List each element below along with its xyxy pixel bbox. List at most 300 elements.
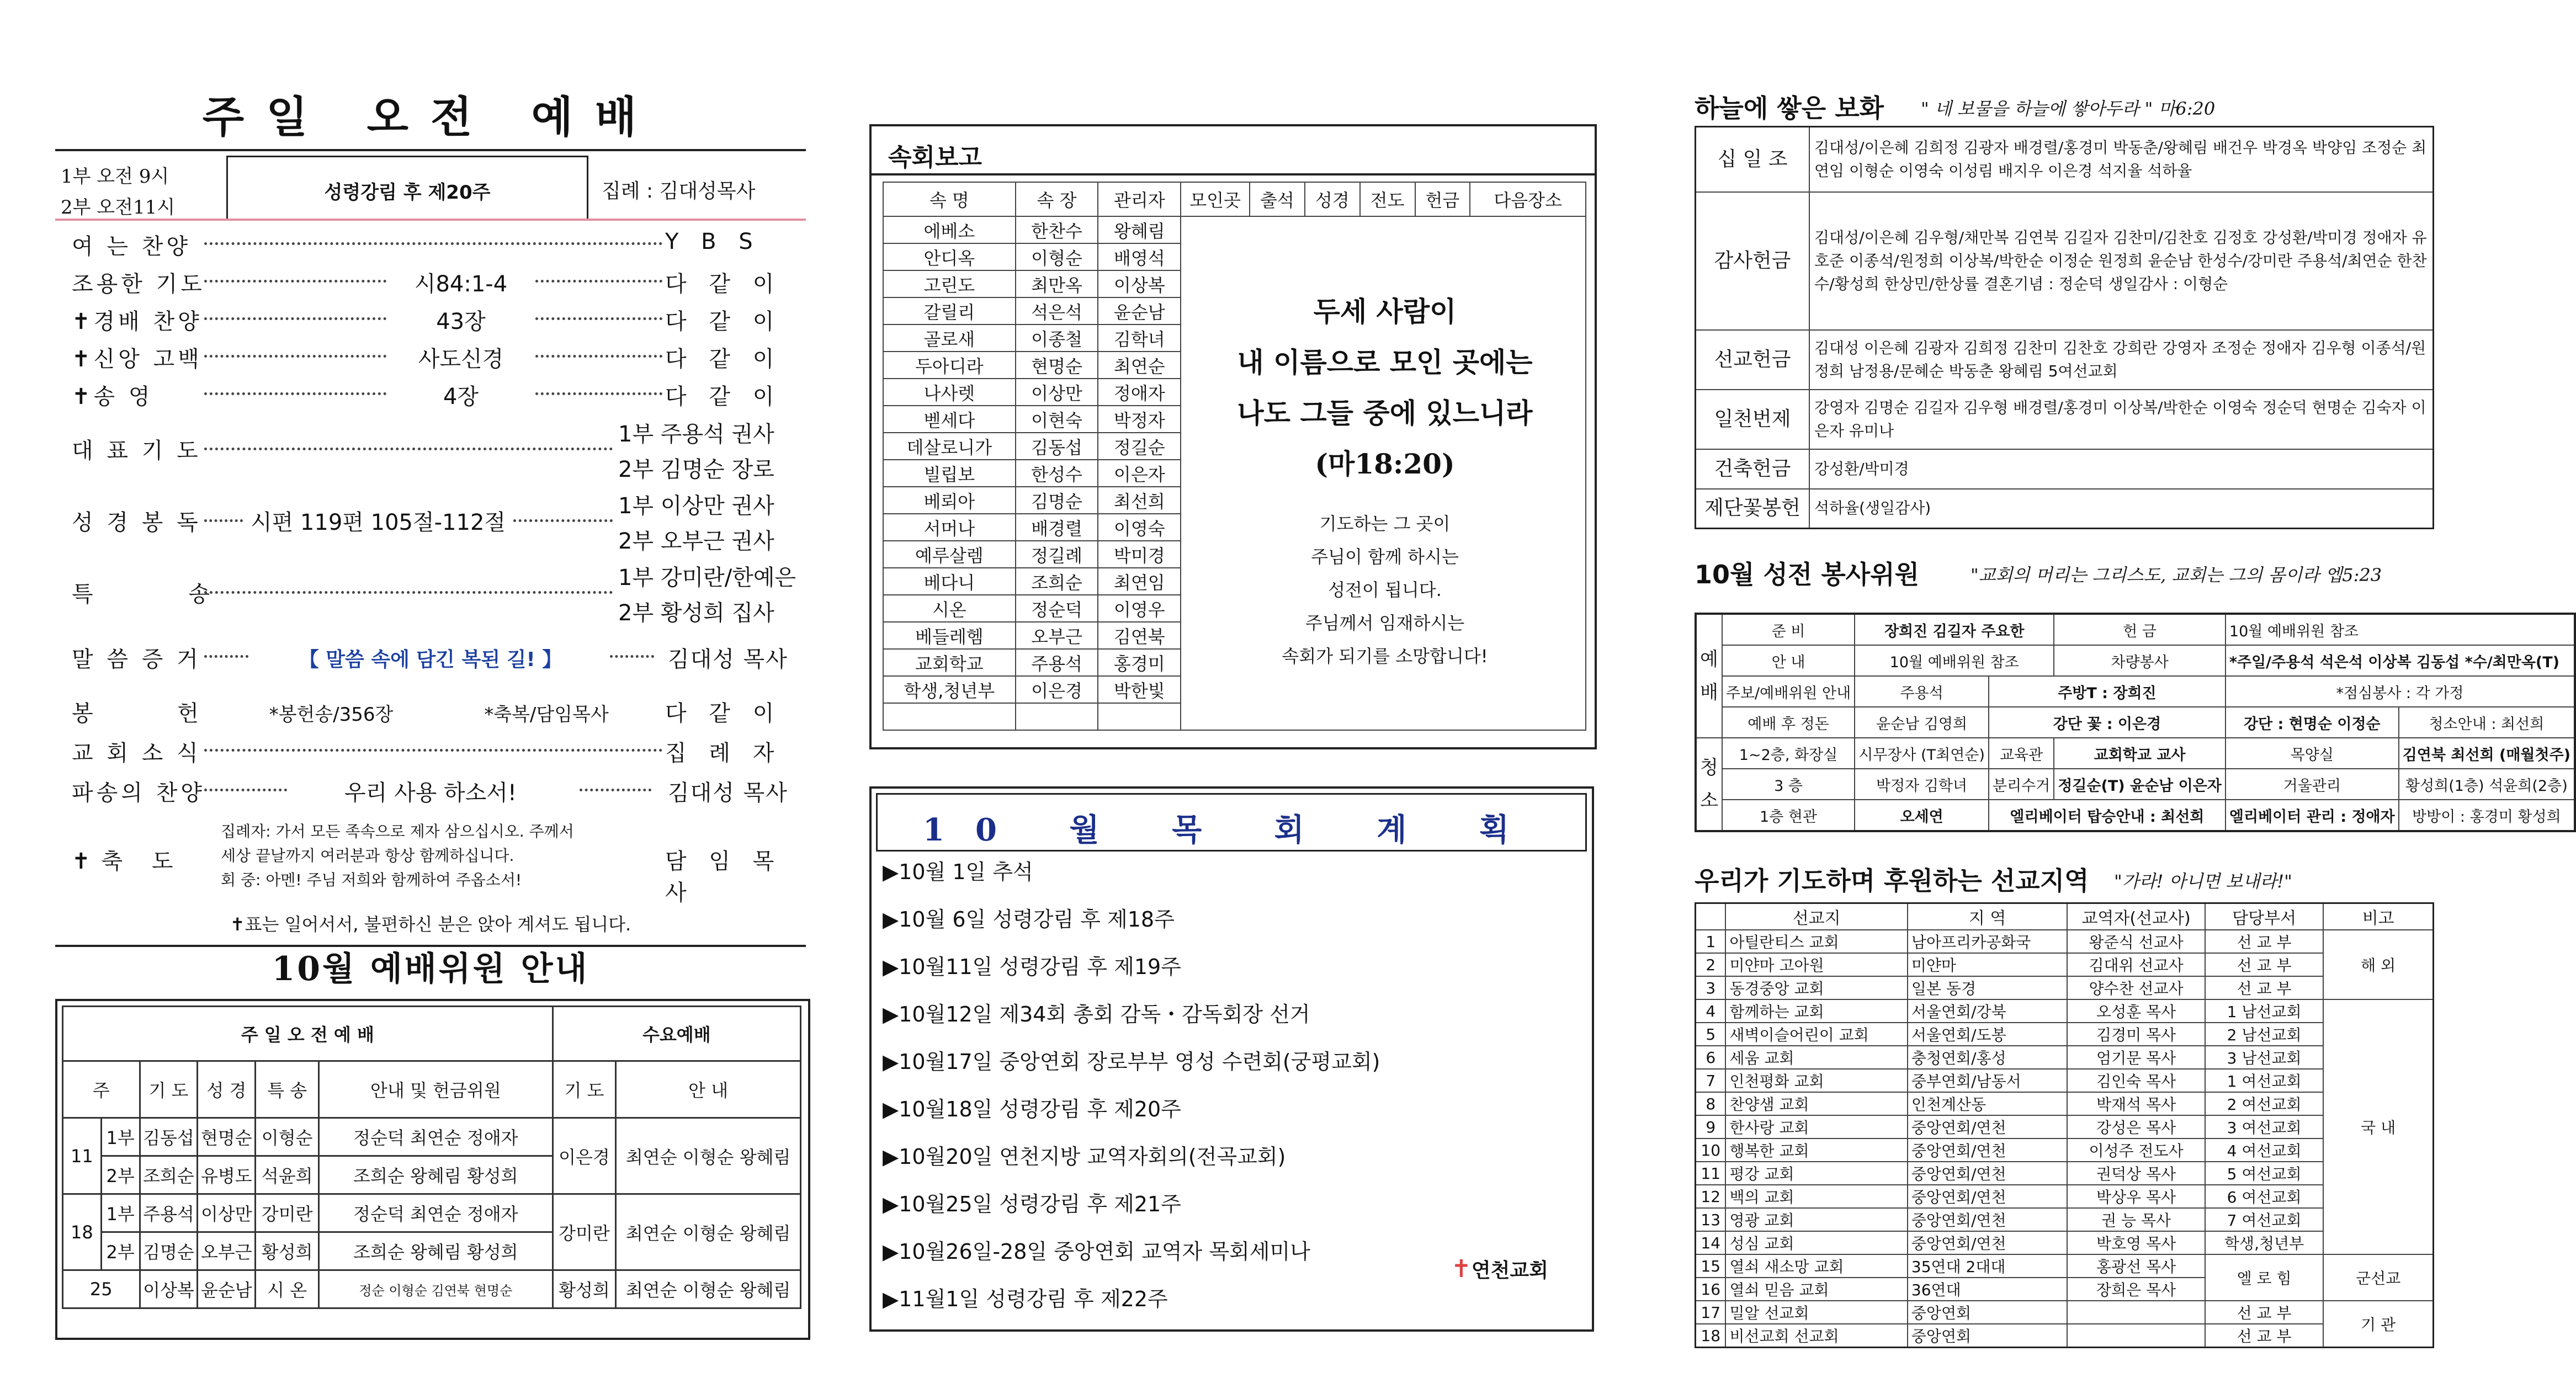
offering-head: 십 일 조 — [1696, 127, 1810, 192]
table-cell: 서울연회/도봉 — [1908, 1023, 2067, 1046]
dot-leader — [204, 655, 248, 658]
sunday-header: 주 일 오 전 예 배 — [63, 1007, 553, 1061]
vol-cell: 10월 예배위원 참조 — [1855, 645, 2054, 676]
table-row — [1696, 1069, 2434, 1092]
table-cell: 3 남선교회 — [2205, 1046, 2324, 1069]
table-cell: 15 — [1696, 1254, 1726, 1278]
table-cell: 주용석 — [140, 1194, 198, 1232]
table-cell: 최선희 — [1098, 487, 1181, 514]
order-label: 성 경 봉 독 — [72, 510, 201, 535]
table-cell: 평강 교회 — [1725, 1162, 1907, 1185]
plan-item: ▶10월26일-28일 중앙연회 교역자 목회세미나 — [883, 1239, 1310, 1264]
church-name: 연천교회 — [1471, 1259, 1548, 1282]
table-cell: 오성훈 목사 — [2067, 999, 2205, 1023]
table-cell: 윤순남 — [1098, 297, 1181, 324]
table-cell: 교회학교 — [883, 649, 1016, 676]
table-cell: 비선교회 선교회 — [1725, 1324, 1907, 1348]
reader-second: 2부 오부근 권사 — [618, 529, 774, 554]
vol-cell: 시무장사 (T최연순) — [1855, 738, 1989, 769]
offering-names: 강영자 김명순 김길자 김우형 배경렬/홍경미 이상복/박한순 이영숙 정순덕 현명순 김숙자 이은자 유미나 — [1809, 390, 2434, 449]
table-cell: 이형순 — [1016, 243, 1098, 270]
vol-cell: 엘리베이터 탑승안내 : 최선희 — [1989, 800, 2226, 831]
dot-leader — [204, 519, 243, 522]
table-cell: 김대위 선교사 — [2067, 953, 2205, 976]
vol-cell: *점심봉사 : 각 가정 — [2226, 676, 2575, 707]
table-cell: 중앙연회/연천 — [1908, 1208, 2067, 1231]
scripture-passage: 시편 119편 105절-112절 — [250, 510, 506, 535]
worship-title: 주일 오전 예배 — [202, 92, 659, 142]
dot-leader — [204, 789, 287, 791]
order-label: 대 표 기 도 — [72, 438, 201, 464]
col-header: 출석 — [1250, 182, 1305, 216]
table-cell: 이상만 — [198, 1194, 256, 1232]
plan-item: ▶10월25일 성령강림 후 제21주 — [883, 1192, 1181, 1216]
treasure-title: 하늘에 쌓은 보화 — [1695, 93, 1884, 123]
table-cell: 조희순 — [140, 1156, 198, 1194]
side-label: 청 소 — [1696, 738, 1722, 831]
order-mid: 시84:1-4 — [414, 272, 508, 297]
table-cell: 5 여선교회 — [2205, 1162, 2324, 1185]
table-cell: 4 여선교회 — [2205, 1138, 2324, 1162]
offering-names: 김대성/이은혜 김우형/채만복 김연북 김길자 김찬미/김찬호 김정호 강성환/박미경 정애자 유호준 이종석/원정희 이상복/박한순 이정순 원정희 윤순남 한성수/강미란 주용석/최연순 한찬수/황성희 한상민/한상률 결혼기념 : 정순덕 생일감사 : 이형순 — [1809, 192, 2434, 330]
table-cell: 왕준식 선교사 — [2067, 930, 2205, 953]
plan-item: ▶10월20일 연천지방 교역자회의(전곡교회) — [883, 1145, 1286, 1169]
col-header: 선교지 — [1725, 903, 1907, 930]
table-cell: 베다니 — [883, 568, 1016, 595]
vol-cell: 방방이 : 홍경미 황성희 — [2399, 800, 2575, 831]
vol-cell: 안 내 — [1722, 645, 1855, 676]
divider — [55, 219, 806, 221]
table-cell: 오부근 — [1016, 622, 1098, 649]
prayer-first: 1부 주용석 권사 — [618, 422, 774, 447]
vol-cell: 1~2층, 화장실 — [1722, 738, 1855, 769]
table-cell: 영광 교회 — [1725, 1208, 1907, 1231]
dot-leader — [535, 392, 662, 395]
table-cell: 김인숙 목사 — [2067, 1069, 2205, 1092]
order-row — [72, 229, 806, 262]
table-cell: 36연대 — [1908, 1278, 2067, 1301]
order-row-news — [72, 736, 806, 769]
vol-cell: 거울관리 — [2226, 769, 2399, 800]
table-cell — [1016, 703, 1098, 730]
offering-head: 선교헌금 — [1696, 330, 1810, 390]
table-cell — [2067, 1301, 2205, 1324]
table-row — [1696, 1324, 2434, 1348]
order-row-prayer — [72, 417, 806, 488]
prayer-people — [618, 417, 806, 487]
vol-cell: 1층 현관 — [1722, 800, 1855, 831]
table-cell: 홍광선 목사 — [2067, 1254, 2205, 1278]
order-label: 봉 헌 — [72, 701, 237, 726]
table-cell: 인천계산동 — [1908, 1092, 2067, 1115]
table-cell: 밀알 선교회 — [1725, 1301, 1907, 1324]
table-cell: 강미란 — [553, 1194, 616, 1270]
table-cell: 조희순 — [1016, 568, 1098, 595]
table-row — [1696, 976, 2434, 999]
table-cell: 6 여선교회 — [2205, 1185, 2324, 1208]
plan-item: ▶10월 6일 성령강림 후 제18주 — [883, 907, 1175, 932]
verse-reference: (마18:20) — [1315, 448, 1455, 480]
table-cell: 시 온 — [256, 1270, 319, 1308]
table-cell: 정순덕 — [1016, 595, 1098, 622]
table-cell: 2 남선교회 — [2205, 1023, 2324, 1046]
table-cell: 13 — [1696, 1208, 1726, 1231]
table-cell: 기 관 — [2323, 1301, 2433, 1348]
special-singers — [618, 560, 806, 631]
table-cell: 이성주 전도사 — [2067, 1138, 2205, 1162]
table-cell: 선 교 부 — [2205, 930, 2324, 953]
offering-names: 석하율(생일감사) — [1809, 489, 2434, 529]
benediction-line: 회 중: 아멘! 주님 저희와 함께하여 주옵소서! — [221, 871, 522, 889]
order-row — [72, 379, 806, 412]
vol-cell: 엘리베이터 관리 : 정애자 — [2226, 800, 2399, 831]
table-cell: 골로새 — [883, 324, 1016, 352]
week-cell: 11 — [63, 1118, 102, 1194]
cell-report-title: 속회보고 — [888, 143, 982, 172]
table-cell: 김학녀 — [1098, 324, 1181, 352]
pastoral-plan — [869, 786, 1594, 1332]
table-cell: 정길례 — [1016, 541, 1098, 568]
table-cell: 최연순 이형순 왕혜림 — [616, 1118, 801, 1194]
vol-cell: 윤순남 김영희 — [1855, 707, 1989, 738]
table-cell: 이상만 — [1016, 379, 1098, 406]
table-cell: 16 — [1696, 1278, 1726, 1301]
dot-leader — [204, 280, 386, 283]
table-cell: 3 여선교회 — [2205, 1115, 2324, 1138]
table-cell: 홍경미 — [1098, 649, 1181, 676]
table-cell: 베들레헴 — [883, 622, 1016, 649]
sending-hymn: 우리 사용 하소서! — [344, 780, 517, 806]
vol-cell: 3 층 — [1722, 769, 1855, 800]
table-cell: 황성희 — [553, 1270, 616, 1308]
col-header: 안내 및 헌금위원 — [319, 1061, 553, 1118]
table-cell: 국 내 — [2323, 999, 2433, 1254]
table-cell: 이은자 — [1098, 460, 1181, 487]
wednesday-header: 수요예배 — [553, 1007, 800, 1061]
order-row-sermon — [72, 642, 806, 675]
order-label: 파송의 찬양 — [72, 780, 205, 806]
vol-cell: 정길순(T) 윤순남 이은자 — [2054, 769, 2226, 800]
benediction-line: 세상 끝날까지 여러분과 항상 함께하십니다. — [221, 847, 514, 865]
vol-cell: 황성희(1층) 석윤희(2층) — [2399, 769, 2575, 800]
table-cell: 이상복 — [1098, 270, 1181, 297]
dot-leader — [535, 317, 662, 320]
table-cell: 베뢰아 — [883, 487, 1016, 514]
table-cell: 권 능 목사 — [2067, 1208, 2205, 1231]
col-header: 속 장 — [1016, 182, 1098, 216]
table-cell: 충청연회/홍성 — [1908, 1046, 2067, 1069]
table-cell: 일본 동경 — [1908, 976, 2067, 999]
prayer-block — [1197, 507, 1573, 673]
table-cell: 박미경 — [1098, 541, 1181, 568]
table-cell: 배경렬 — [1016, 514, 1098, 541]
time-second: 2부 오전11시 — [61, 196, 176, 219]
dot-leader — [204, 355, 386, 358]
order-mid: 43장 — [436, 309, 486, 334]
missions-table — [1695, 902, 2434, 1348]
table-cell: 18 — [1696, 1324, 1726, 1348]
table-cell: 강성은 목사 — [2067, 1115, 2205, 1138]
vol-cell: 교회학교 교사 — [2054, 738, 2226, 769]
offering-head: 제단꽃봉헌 — [1696, 489, 1810, 529]
order-mid: 4장 — [443, 384, 479, 409]
table-cell: 미얀마 — [1908, 953, 2067, 976]
table-cell: 박정자 — [1098, 406, 1181, 433]
sunday-label: 성령강림 후 제20주 — [324, 182, 491, 204]
table-cell: 김동섭 — [140, 1118, 198, 1156]
table-cell: 갈릴리 — [883, 297, 1016, 324]
dot-leader — [204, 749, 662, 752]
treasure-caption: " 네 보물을 하늘에 쌓아두라 " 마6:20 — [1921, 98, 2216, 119]
table-cell: 정애자 — [1098, 379, 1181, 406]
col-header: 헌금 — [1415, 182, 1470, 216]
table-cell: 양수찬 선교사 — [2067, 976, 2205, 999]
order-label: ✝경배 찬양 — [72, 309, 203, 334]
table-cell: 박재석 목사 — [2067, 1092, 2205, 1115]
verse-line: 내 이름으로 모인 곳에는 — [1237, 346, 1533, 379]
plan-item: ▶10월 1일 추석 — [883, 860, 1033, 884]
col-header: 전도 — [1360, 182, 1415, 216]
table-cell: 3 — [1696, 976, 1726, 999]
verse-line: 두세 사람이 — [1313, 295, 1457, 328]
vol-cell: 주보/예배위원 안내 — [1722, 676, 1855, 707]
volunteers-title: 10월 성전 봉사위원 — [1695, 560, 1920, 589]
singer-first: 1부 강미란/한예은 — [618, 565, 796, 590]
vol-cell: 주방T : 장희진 — [1989, 676, 2226, 707]
offering-hymn: *봉헌송/356장 — [269, 704, 394, 726]
verse-block — [1197, 286, 1573, 490]
table-row — [1696, 1231, 2434, 1254]
table-cell: 아틸란티스 교회 — [1725, 930, 1907, 953]
table-cell: 김명순 — [140, 1232, 198, 1270]
table-row — [1696, 1046, 2434, 1069]
table-cell: 인천평화 교회 — [1725, 1069, 1907, 1092]
dot-leader — [204, 317, 386, 320]
table-cell: 함께하는 교회 — [1725, 999, 1907, 1023]
table-cell: 윤순남 — [198, 1270, 256, 1308]
missions-caption: "가라! 아니면 보내라!" — [2114, 871, 2292, 892]
table-cell: 학생,청년부 — [2205, 1231, 2324, 1254]
order-right: 다 같 이 — [665, 309, 782, 334]
order-label: ✝송 영 — [72, 384, 153, 409]
col-header: 기 도 — [553, 1061, 616, 1118]
dot-leader — [204, 448, 613, 450]
time-first: 1부 오전 9시 — [61, 166, 169, 188]
table-row — [1696, 999, 2434, 1023]
order-label: 조용한 기도 — [72, 272, 205, 297]
table-cell: 6 — [1696, 1046, 1726, 1069]
table-cell: 2 여선교회 — [2205, 1092, 2324, 1115]
table-row — [1696, 953, 2434, 976]
table-row — [1696, 1301, 2434, 1324]
cross-logo-icon: ✝ — [1451, 1255, 1472, 1283]
vol-cell: 박정자 김학녀 — [1855, 769, 1989, 800]
table-cell: 김동섭 — [1016, 433, 1098, 460]
dot-leader — [610, 655, 654, 658]
table-cell: 정순 이형순 김연북 현명순 — [319, 1270, 553, 1308]
table-cell: 동경중앙 교회 — [1725, 976, 1907, 999]
table-cell: 이은경 — [553, 1118, 616, 1194]
side-label: 예 배 — [1696, 614, 1722, 738]
table-cell: 황성희 — [256, 1232, 319, 1270]
table-row — [1696, 1092, 2434, 1115]
table-cell: 열쇠 새소망 교회 — [1725, 1254, 1907, 1278]
table-cell: 행복한 교회 — [1725, 1138, 1907, 1162]
col-header: 기 도 — [140, 1061, 198, 1118]
prayer-line: 주님이 함께 하시는 — [1311, 546, 1459, 567]
table-row — [1696, 1185, 2434, 1208]
table-cell: 서울연회/강북 — [1908, 999, 2067, 1023]
table-cell: 학생,청년부 — [883, 676, 1016, 703]
table-cell — [1098, 703, 1181, 730]
table-cell: 17 — [1696, 1301, 1726, 1324]
vol-cell: 강단 : 현명순 이정순 — [2226, 707, 2399, 738]
table-cell: 석윤희 — [256, 1156, 319, 1194]
sunday-box — [226, 156, 588, 220]
table-cell: 중앙연회/연천 — [1908, 1185, 2067, 1208]
part-cell: 1부 — [101, 1118, 140, 1156]
order-row — [72, 304, 806, 337]
table-cell: 7 — [1696, 1069, 1726, 1092]
table-cell: 석은석 — [1016, 297, 1098, 324]
offering-head: 감사헌금 — [1696, 192, 1810, 330]
order-label: 특 송 — [72, 582, 254, 607]
vol-cell: 분리수거 — [1989, 769, 2054, 800]
scripture-readers — [618, 488, 806, 559]
table-cell: 김연북 — [1098, 622, 1181, 649]
vol-cell: 청소안내 : 최선희 — [2399, 707, 2575, 738]
col-header: 다음장소 — [1470, 182, 1586, 216]
table-cell: 이영우 — [1098, 595, 1181, 622]
table-cell: 선 교 부 — [2205, 953, 2324, 976]
week-cell: 25 — [63, 1270, 140, 1308]
table-cell: 배영석 — [1098, 243, 1181, 270]
table-cell: 35연대 2대대 — [1908, 1254, 2067, 1278]
church-logo — [1451, 1255, 1548, 1283]
table-cell: 엘 로 힘 — [2205, 1254, 2324, 1301]
plan-item: ▶10월17일 중앙연회 장로부부 영성 수련회(궁평교회) — [883, 1050, 1380, 1074]
order-right: 담 임 목 사 — [665, 849, 782, 906]
table-cell: 나사렛 — [883, 379, 1016, 406]
vol-cell: 준 비 — [1722, 614, 1855, 645]
table-cell: 권덕상 목사 — [2067, 1162, 2205, 1185]
col-header: 성경 — [1305, 182, 1360, 216]
col-header: 비고 — [2323, 903, 2433, 930]
table-cell: 김명순 — [1016, 487, 1098, 514]
table-cell: 한사랑 교회 — [1725, 1115, 1907, 1138]
col-header — [1696, 903, 1726, 930]
order-row-offering — [72, 696, 806, 729]
worship-header — [55, 156, 806, 220]
table-cell: 군선교 — [2323, 1254, 2433, 1301]
table-cell: 중앙연회/연천 — [1908, 1138, 2067, 1162]
table-cell: 빌립보 — [883, 460, 1016, 487]
table-cell: 9 — [1696, 1115, 1726, 1138]
table-cell: 열쇠 믿음 교회 — [1725, 1278, 1907, 1301]
volunteers-caption: "교회의 머리는 그리스도, 교회는 그의 몸이라 엡5:23 — [1970, 565, 2382, 586]
table-cell: 예루살렘 — [883, 541, 1016, 568]
table-row — [1696, 1162, 2434, 1185]
benediction-line: 집례자: 가서 모든 족속으로 제자 삼으십시오. 주께서 — [221, 822, 574, 840]
offering-names: 김대성/이은혜 김희정 김광자 배경렬/홍경미 박동춘/왕혜림 배건우 박경옥 박양임 조정순 최연임 이형순 이영숙 이성림 배지우 이은경 석지율 석하율 — [1809, 127, 2434, 192]
offering-names: 김대성 이은혜 김광자 김희정 김찬미 김찬호 강희란 강영자 조정순 정애자 김우형 이종석/원정희 남정용/문혜순 박동춘 왕혜림 5여선교회 — [1809, 330, 2434, 390]
prayer-line: 기도하는 그 곳이 — [1319, 513, 1451, 534]
vol-cell: 장희진 김길자 주요한 — [1855, 614, 2054, 645]
table-cell: 장희은 목사 — [2067, 1278, 2205, 1301]
table-cell: 안디옥 — [883, 243, 1016, 270]
table-cell: 7 여선교회 — [2205, 1208, 2324, 1231]
table-cell: 선 교 부 — [2205, 1324, 2324, 1348]
table-row — [1696, 930, 2434, 953]
table-cell: 최만옥 — [1016, 270, 1098, 297]
table-cell: 백의 교회 — [1725, 1185, 1907, 1208]
table-row — [1696, 1254, 2434, 1278]
table-cell: 세움 교회 — [1725, 1046, 1907, 1069]
table-cell: 한성수 — [1016, 460, 1098, 487]
table-cell: 현명순 — [1016, 352, 1098, 379]
table-cell: 5 — [1696, 1023, 1726, 1046]
vol-cell: 강단 꽃 : 이은경 — [1989, 707, 2226, 738]
offering-table — [1695, 126, 2434, 529]
table-cell: 주용석 — [1016, 649, 1098, 676]
order-label: ✝신앙 고백 — [72, 347, 203, 372]
offering-head: 일천번제 — [1696, 390, 1810, 449]
col-header: 담당부서 — [2205, 903, 2324, 930]
table-cell: 박호영 목사 — [2067, 1231, 2205, 1254]
table-cell: 1 남선교회 — [2205, 999, 2324, 1023]
table-cell: 최연순 이형순 왕혜림 — [616, 1270, 801, 1308]
offering-names: 강성환/박미경 — [1809, 449, 2434, 489]
order-right: 김대성 목사 — [668, 780, 788, 806]
dot-leader — [535, 280, 662, 283]
table-row — [1696, 1208, 2434, 1231]
table-cell: 찬양샘 교회 — [1725, 1092, 1907, 1115]
col-header: 관리자 — [1098, 182, 1181, 216]
dot-leader — [204, 242, 662, 245]
week-cell: 18 — [63, 1194, 102, 1270]
table-cell: 중앙연회/연천 — [1908, 1162, 2067, 1185]
table-cell: 박한빛 — [1098, 676, 1181, 703]
offering-head: 건축헌금 — [1696, 449, 1810, 489]
table-cell: 왕혜림 — [1098, 216, 1181, 243]
table-cell: 중앙연회/연천 — [1908, 1231, 2067, 1254]
table-cell: 남아프리카공화국 — [1908, 930, 2067, 953]
table-cell: 이현숙 — [1016, 406, 1098, 433]
vol-cell: 10월 예배위원 참조 — [2226, 614, 2575, 645]
table-cell: 14 — [1696, 1231, 1726, 1254]
col-header: 특 송 — [256, 1061, 319, 1118]
standing-note: ✝표는 일어서서, 불편하신 분은 앉아 계셔도 됩니다. — [230, 914, 631, 935]
table-cell: 4 — [1696, 999, 1726, 1023]
table-cell: 이종철 — [1016, 324, 1098, 352]
order-row-scripture — [72, 488, 806, 560]
prayer-second: 2부 김명순 장로 — [618, 457, 774, 482]
volunteers-table — [1695, 613, 2576, 832]
col-header: 모인곳 — [1181, 182, 1250, 216]
plan-item: ▶10월11일 성령강림 후 제19주 — [883, 955, 1181, 979]
order-right: Y B S — [665, 229, 761, 254]
table-cell: 중부연회/남동서 — [1908, 1069, 2067, 1092]
table-cell: 두아디라 — [883, 352, 1016, 379]
table-cell: 정길순 — [1098, 433, 1181, 460]
part-cell: 2부 — [101, 1156, 140, 1194]
vol-cell: 주용석 — [1855, 676, 1989, 707]
order-right: 다 같 이 — [665, 701, 782, 726]
order-label: ✝축 도 — [72, 849, 184, 874]
table-cell: 선 교 부 — [2205, 1301, 2324, 1324]
table-cell: 11 — [1696, 1162, 1726, 1185]
benediction-text — [221, 820, 651, 892]
